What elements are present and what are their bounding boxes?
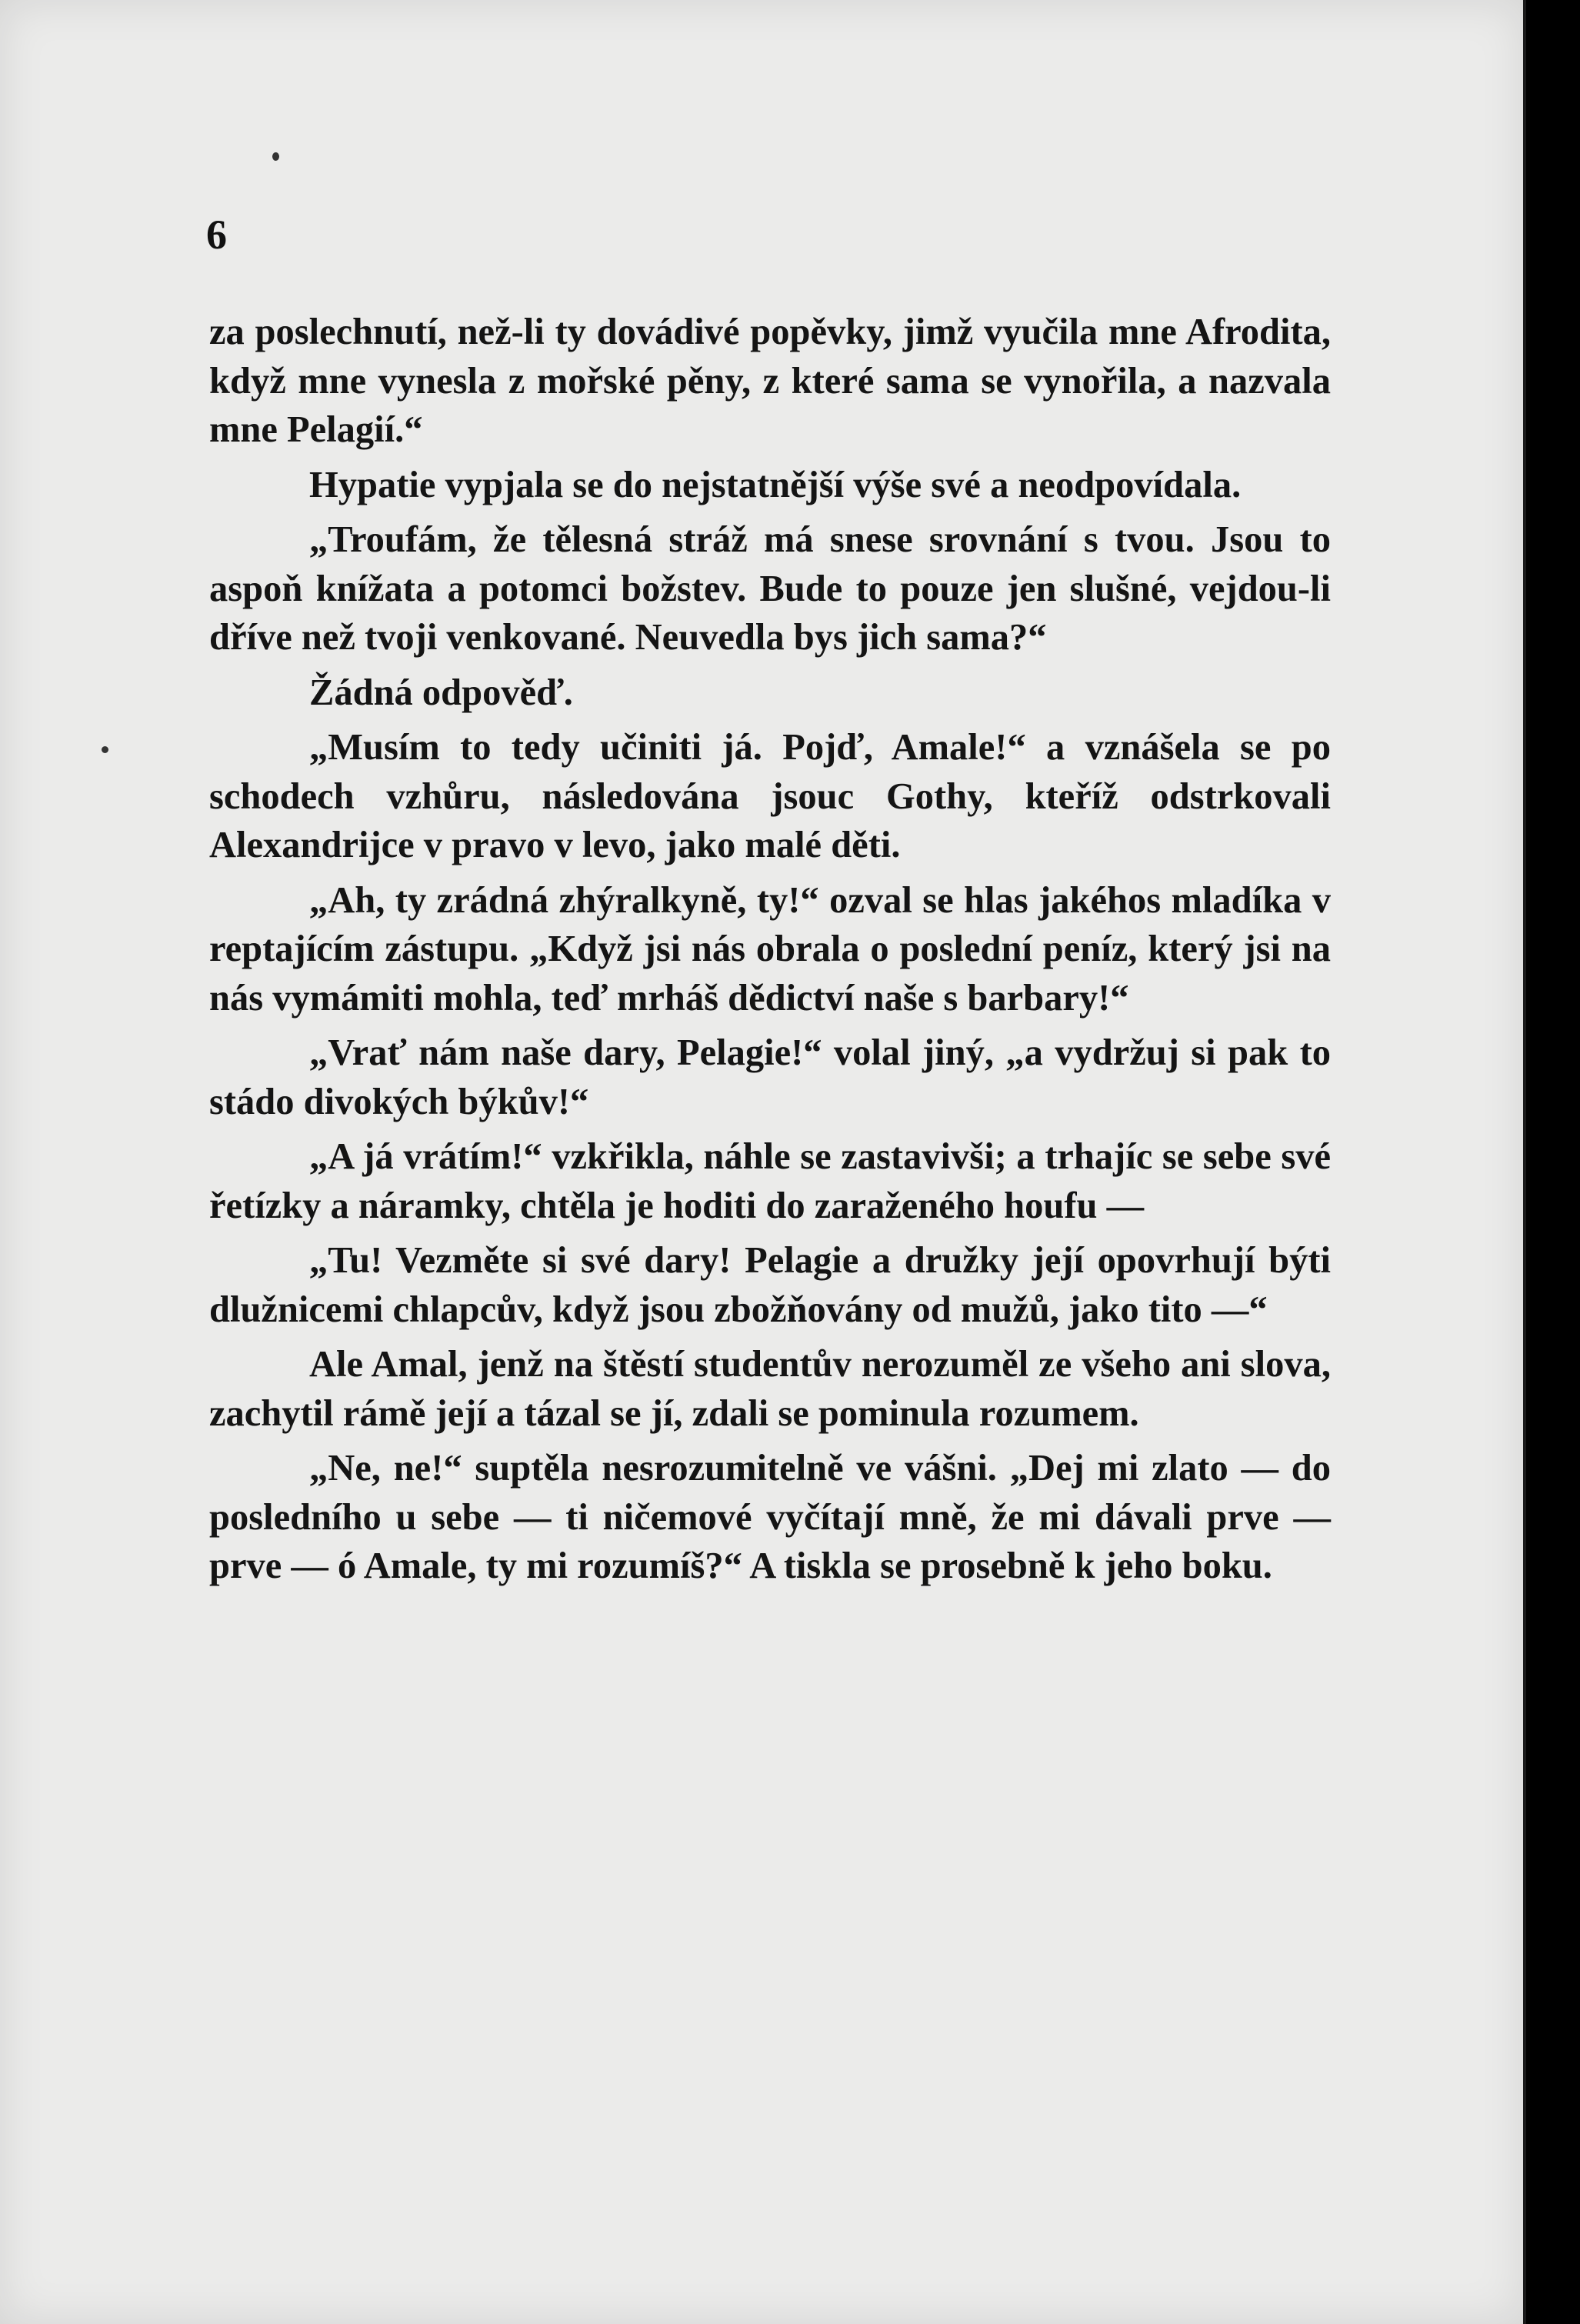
body-text — [209, 308, 1331, 1597]
page-edge-line — [1523, 0, 1526, 2324]
paragraph: „Vrať nám naše dary, Pelagie!“ volal jiný, „a vydržuj si pak to stádo divokých býkův!“ — [209, 1032, 1331, 1122]
paragraph: „A já vrátím!“ vzkřikla, náhle se zastavivši; a trhajíc se sebe své řetízky a náramky, chtěla je hoditi do zaraženého houfu — — [209, 1136, 1331, 1226]
paragraph: Hypatie vypjala se do nejstatnější výše své a neodpovídala. — [309, 464, 1242, 505]
paragraph: Žádná odpověď. — [309, 672, 573, 713]
paragraph: Ale Amal, jenž na štěstí studentův nerozuměl ze všeho ani slova, zachytil rámě její a tázal se jí, zdali se pominula rozumem. — [209, 1344, 1331, 1434]
paragraph: „Ah, ty zrádná zhýralkyně, ty!“ ozval se hlas jakéhos mladíka v reptajícím zástupu. „Když jsi nás obrala o poslední peníz, který jsi na nás vymámiti mohla, teď mrháš dědictví naše s barbary!“ — [209, 879, 1331, 1019]
dust-speck — [272, 152, 279, 161]
dust-speck — [102, 746, 108, 753]
paragraph: za poslechnutí, než-li ty dovádivé popěvky, jimž vyučila mne Afrodita, když mne vynesla z mořské pěny, z které sama se vynořila, a nazvala mne Pelagií.“ — [209, 312, 1331, 450]
paragraph: „Ne, ne!“ suptěla nesrozumitelně ve vášni. „Dej mi zlato — do posledního u sebe — ti ničemové vyčítají mně, že mi dávali prve — prve — ó Amale, ty mi rozumíš?“ A tiskla se prosebně k jeho boku. — [209, 1448, 1331, 1586]
paragraph: „Tu! Vezměte si své dary! Pelagie a družky její opovrhují býti dlužnicemi chlapcův, když jsou zbožňovány od mužů, jako tito —“ — [209, 1240, 1331, 1330]
page-number: 6 — [206, 212, 227, 258]
paragraph: „Troufám, že tělesná stráž má snese srovnání s tvou. Jsou to aspoň knížata a potomci božstev. Bude to pouze jen slušné, vejdou-li dříve než tvoji venkované. Neuvedla bys jich sama?“ — [209, 519, 1331, 658]
paragraph: „Musím to tedy učiniti já. Pojď, Amale!“ a vznášela se po schodech vzhůru, následována jsouc Gothy, kteříž odstrkovali Alexandrijce v pravo v levo, jako malé děti. — [209, 727, 1331, 865]
